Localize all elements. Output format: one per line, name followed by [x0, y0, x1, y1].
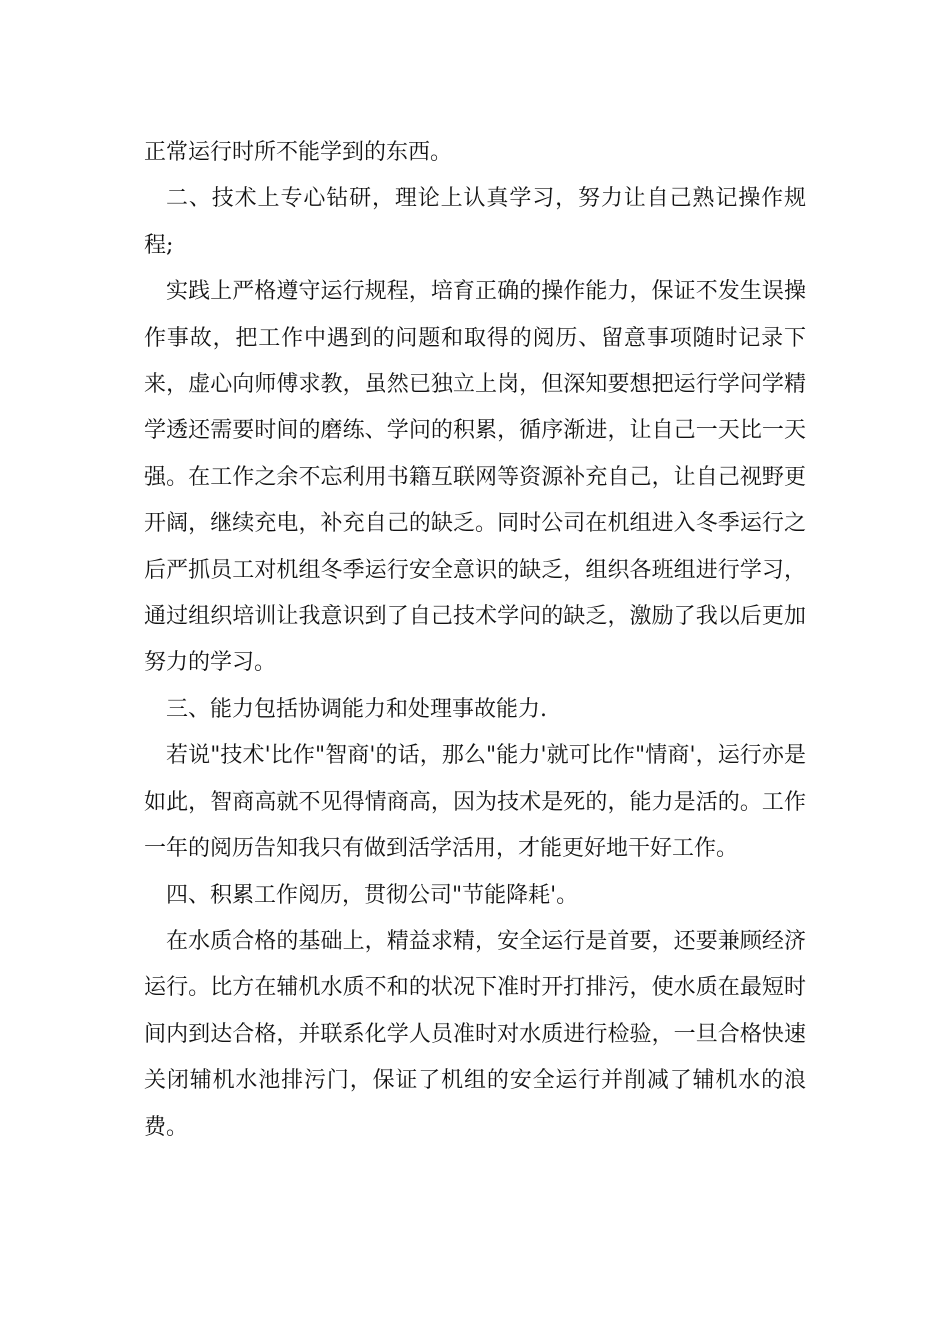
paragraph-continuation: 正常运行时所不能学到的东西。 [144, 140, 453, 165]
paragraph-section-four-heading: 四、积累工作阅历，贯彻公司"节能降耗'。 [166, 882, 579, 908]
paragraph-skill-vs-ability: 若说"技术'比作"智商'的话，那么"能力'就可比作"情商'，运行亦是如此，智商高就不见得情商高，因为技术是死的，能力是活的。工作一年的阅历告知我只有做到活学活用，才能更好地干好工作。 [144, 743, 806, 862]
paragraph-practice: 实践上严格遵守运行规程，培育正确的操作能力，保证不发生误操作事故，把工作中遇到的问题和取得的阅历、留意事项随时记录下来，虚心向师傅求教，虽然已独立上岗，但深知要想把运行学问学精学透还需要时间的磨练、学问的积累，循序渐进，让自己一天比一天强。在工作之余不忘利用书籍互联网等资源补充自己，让自己视野更开阔，继续充电，补充自己的缺乏。同时公司在机组进入冬季运行之后严抓员工对机组冬季运行安全意识的缺乏，组织各班组进行学习，通过组织培训让我意识到了自己技术学问的缺乏，激励了我以后更加努力的学习。 [144, 279, 806, 676]
document-body [144, 130, 806, 1151]
paragraph-water-quality: 在水质合格的基础上，精益求精，安全运行是首要，还要兼顾经济运行。比方在辅机水质不和的状况下准时开打排污，使水质在最短时间内到达合格，并联系化学人员准时对水质进行检验，一旦合格快速关闭辅机水池排污门，保证了机组的安全运行并削减了辅机水的浪费。 [144, 928, 806, 1140]
paragraph-section-two-heading: 二、技术上专心钻研，理论上认真学习，努力让自己熟记操作规程; [144, 186, 806, 258]
paragraph-section-three-heading: 三、能力包括协调能力和处理事故能力. [166, 696, 547, 722]
